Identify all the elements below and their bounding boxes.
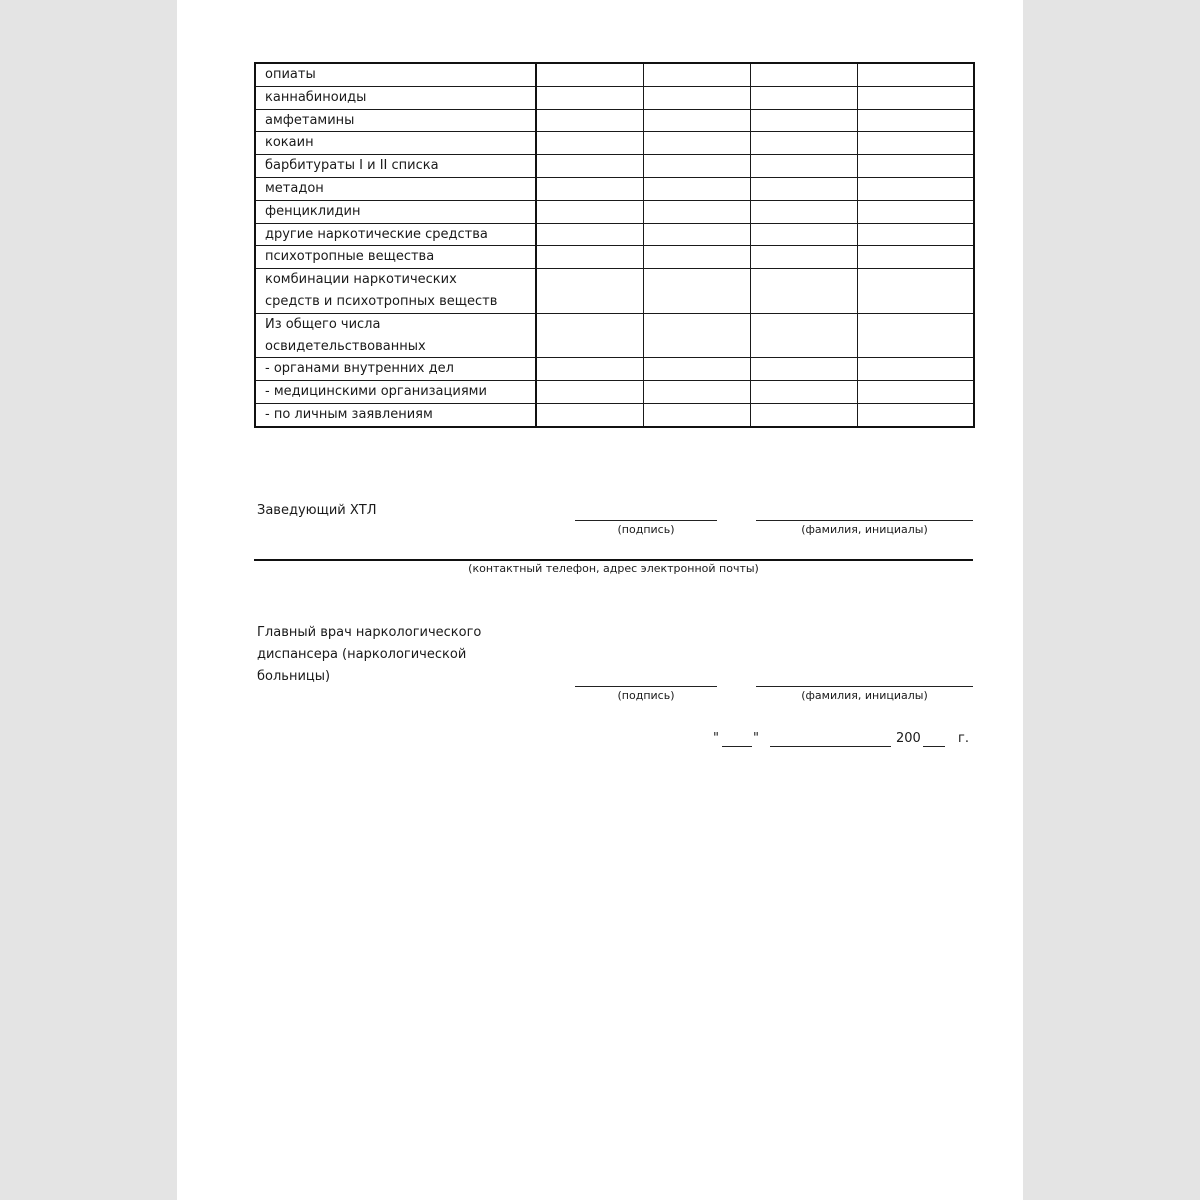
value-cell[interactable] [536,86,643,109]
head-lab-signature-caption: (подпись) [617,523,675,536]
value-cell[interactable] [536,403,643,426]
row-label: амфетамины [255,109,536,132]
table-row [255,381,974,404]
row-label [255,269,536,314]
value-cell[interactable] [750,86,857,109]
chief-doctor-signature-caption: (подпись) [617,689,675,702]
value-cell[interactable] [536,313,643,358]
value-cell[interactable] [643,177,750,200]
value-cell[interactable] [536,358,643,381]
table-row [255,177,974,200]
row-label: барбитураты I и II списка [255,155,536,178]
value-cell[interactable] [643,313,750,358]
date-month-field[interactable] [770,746,891,747]
row-label: психотропные вещества [255,246,536,269]
head-lab-title: Заведующий ХТЛ [257,503,377,518]
table-row [255,155,974,178]
row-label: кокаин [255,132,536,155]
value-cell[interactable] [643,269,750,314]
value-cell[interactable] [536,381,643,404]
value-cell[interactable] [750,132,857,155]
value-cell[interactable] [750,109,857,132]
value-cell[interactable] [750,269,857,314]
date-year-suffix: г. [958,731,969,746]
value-cell[interactable] [857,200,974,223]
chief-doctor-signature-field[interactable] [575,686,717,687]
value-cell[interactable] [857,177,974,200]
value-cell[interactable] [643,200,750,223]
value-cell[interactable] [643,403,750,426]
row-label: - медицинскими организациями [255,381,536,404]
value-cell[interactable] [857,86,974,109]
table-row [255,358,974,381]
value-cell[interactable] [857,132,974,155]
row-label: фенциклидин [255,200,536,223]
value-cell[interactable] [857,313,974,358]
table-row [255,223,974,246]
value-cell[interactable] [536,63,643,86]
chief-doctor-title-line: Главный врач наркологического [257,625,482,640]
row-label-line: средств и психотропных веществ [265,293,498,309]
table-row [255,403,974,426]
value-cell[interactable] [750,313,857,358]
date-row [713,728,973,750]
value-cell[interactable] [750,381,857,404]
value-cell[interactable] [857,109,974,132]
table-row [255,132,974,155]
value-cell[interactable] [857,223,974,246]
chief-doctor-name-field[interactable] [756,686,973,687]
chief-doctor-name-caption: (фамилия, инициалы) [801,689,928,702]
contact-info-caption: (контактный телефон, адрес электронной почты) [468,562,759,575]
value-cell[interactable] [536,223,643,246]
value-cell[interactable] [750,63,857,86]
row-label: - по личным заявлениям [255,403,536,426]
head-lab-signature-field[interactable] [575,520,717,521]
date-year-prefix: 200 [896,731,921,746]
table-row [255,246,974,269]
table-row [255,313,974,358]
chief-doctor-title [257,622,481,688]
value-cell[interactable] [643,223,750,246]
value-cell[interactable] [643,358,750,381]
value-cell[interactable] [857,358,974,381]
table-row [255,86,974,109]
row-label [255,313,536,358]
value-cell[interactable] [536,109,643,132]
date-year-field[interactable] [923,746,945,747]
value-cell[interactable] [750,246,857,269]
value-cell[interactable] [643,63,750,86]
row-label-line: комбинации наркотических [265,272,457,288]
row-label: другие наркотические средства [255,223,536,246]
table-row [255,269,974,314]
value-cell[interactable] [750,403,857,426]
value-cell[interactable] [536,200,643,223]
value-cell[interactable] [643,381,750,404]
value-cell[interactable] [750,200,857,223]
row-label: метадон [255,177,536,200]
value-cell[interactable] [536,269,643,314]
value-cell[interactable] [643,86,750,109]
value-cell[interactable] [536,177,643,200]
value-cell[interactable] [536,155,643,178]
chief-doctor-title-line: диспансера (наркологической [257,647,467,662]
value-cell[interactable] [750,177,857,200]
table-row [255,200,974,223]
value-cell[interactable] [857,155,974,178]
value-cell[interactable] [857,381,974,404]
value-cell[interactable] [643,246,750,269]
row-label-line: Из общего числа [265,316,381,332]
value-cell[interactable] [750,223,857,246]
value-cell[interactable] [643,155,750,178]
table-row [255,63,974,86]
chief-doctor-title-line: больницы) [257,669,331,684]
date-day-field[interactable] [722,746,752,747]
value-cell[interactable] [536,132,643,155]
value-cell[interactable] [750,358,857,381]
value-cell[interactable] [536,246,643,269]
head-lab-name-field[interactable] [756,520,973,521]
value-cell[interactable] [643,109,750,132]
row-label-line: освидетельствованных [265,338,426,354]
value-cell[interactable] [857,246,974,269]
date-open-quote: " [713,731,719,746]
value-cell[interactable] [857,403,974,426]
row-label: опиаты [255,63,536,86]
value-cell[interactable] [857,269,974,314]
contact-info-field[interactable] [254,559,973,561]
substance-statistics-table [254,62,975,428]
table-row [255,109,974,132]
value-cell[interactable] [857,63,974,86]
value-cell[interactable] [750,155,857,178]
row-label: каннабиноиды [255,86,536,109]
head-lab-name-caption: (фамилия, инициалы) [801,523,928,536]
date-close-quote: " [753,731,759,746]
row-label: - органами внутренних дел [255,358,536,381]
value-cell[interactable] [643,132,750,155]
